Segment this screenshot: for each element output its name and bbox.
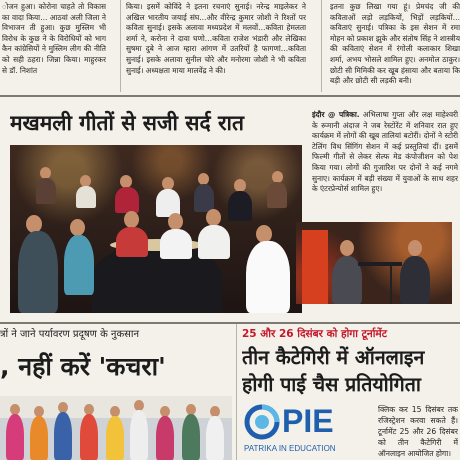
story3-headline-line1: तीन कैटेगिरी में ऑनलाइन	[242, 346, 425, 369]
pie-logo-text: PIE	[282, 403, 334, 439]
story3-body: क्लिक कर 15 दिसंबर तक रजिस्ट्रेशन करवा सकते हैं। टूर्नामेंट 25 और 26 दिसंबर को तीन कैटेगिरी में ऑनलाइन आयोजित होगा।	[378, 405, 458, 458]
pie-logo-tagline: PATRIKA IN EDUCATION	[244, 444, 336, 453]
story2-kicker: त्रों ने जाने पर्यावरण प्रदूषण के नुकसान	[0, 329, 140, 340]
story3-kicker: 25 और 26 दिसंबर को होगा टूर्नामेंट	[242, 328, 387, 340]
event-photo	[10, 145, 302, 313]
story1-text: अभिलाषा गुप्ता और लक्ष माहेश्वरी के रूमानी अंदाज ने जब रेस्टोरेंट में शनिवार रात हुए कार्यक्रम में लोगों की खूब तालियां बटोरीं। दोनों ने स्टोरी टेलिंग विथ सिंगिंग सेशन में कई प्रस्तुतियां दीं। इसमें फिल्मी गीतों से लेकर सेल्फ मेड कंपोजीशन को पेश किया गया। लोगों की गुजारिश पर दोनों ने कई नगमे सुनाए। कार्यक्रम में बड़ी संख्या में युवाओं के साथ शहर के एंटरप्रेन्योर्स शामिल हुए।	[312, 110, 458, 194]
singers-photo	[296, 222, 452, 304]
story1-dateline: इंदौर @ पत्रिका.	[312, 110, 360, 119]
story2-headline: , नहीं करें 'कचरा'	[0, 352, 166, 381]
pie-logo	[242, 402, 372, 458]
story3-headline-line2: होगी पाई चैस प्रतियोगिता	[242, 373, 421, 396]
section-divider	[0, 95, 460, 97]
story1-body	[312, 110, 458, 218]
students-photo	[0, 396, 232, 460]
top-column-1: ोजन हुआ। कोरोना चाहते तो विकास का वादा किया… आठवां अली जिला ने विभाजन ती हुआ। कुछ मुस्लिम भी विरोध के कुछ ने के विरोधियों को भाग कैन कांग्रेसियों ने मुस्लिम लीग की नीति को सही ठहरा। जिन्ना किया। माहुरकर से डॉ. निशांत	[2, 2, 106, 74]
pie-logo-mark	[244, 404, 280, 440]
section-divider-2	[0, 322, 460, 324]
top-column-3: इतना कुछ लिखा गया हूं। प्रेमचंद जी की कविताओं लड़ो लड़कियों, भिड़ों लड़कियों… कविताएं सुनाई। पत्रिका के इस सेशन में रमा मोहन को प्रकाश झुके और संतोष सिंह ने शास्त्रीय की कविताएं सेशन में रंगोली कलाकार शिखा शर्मा, अभय भोसले शामिल हुए। अनमोल ठाकुर। छोटी सी मिमिकी कर खूब हंसाया और बताया कि बड़ी और छोटी सी लड़की बनी।	[330, 2, 460, 86]
top-column-2: किया। इसमें कोविंदे ने इतना रचनाएं सुनाई। नरेन्द्र माइलेकर ने अखिल भारतीय जयाई संघ…और वीरेन्द्र कुमार जोशी ने रिश्तों पर कविता सुनाई। इसके अलावा मध्यप्रदेश में मलवों…कविता हेमलता शर्मा ने, करोना ने दावा घणो…कविता राजेश भंडारी और लेखिका सुषमा दुबे ने आज म्हारा आंगण में उतरियों है फागणां…कविता सुनाई। इसके अलावा सुनील चोरे और मनोरमा जोशी ने भी कविता सुनाई। अध्यक्षता माया मालवेंद्र ने की।	[126, 2, 306, 75]
story1-headline: मखमली गीतों से सजी सर्द रात	[10, 111, 244, 135]
